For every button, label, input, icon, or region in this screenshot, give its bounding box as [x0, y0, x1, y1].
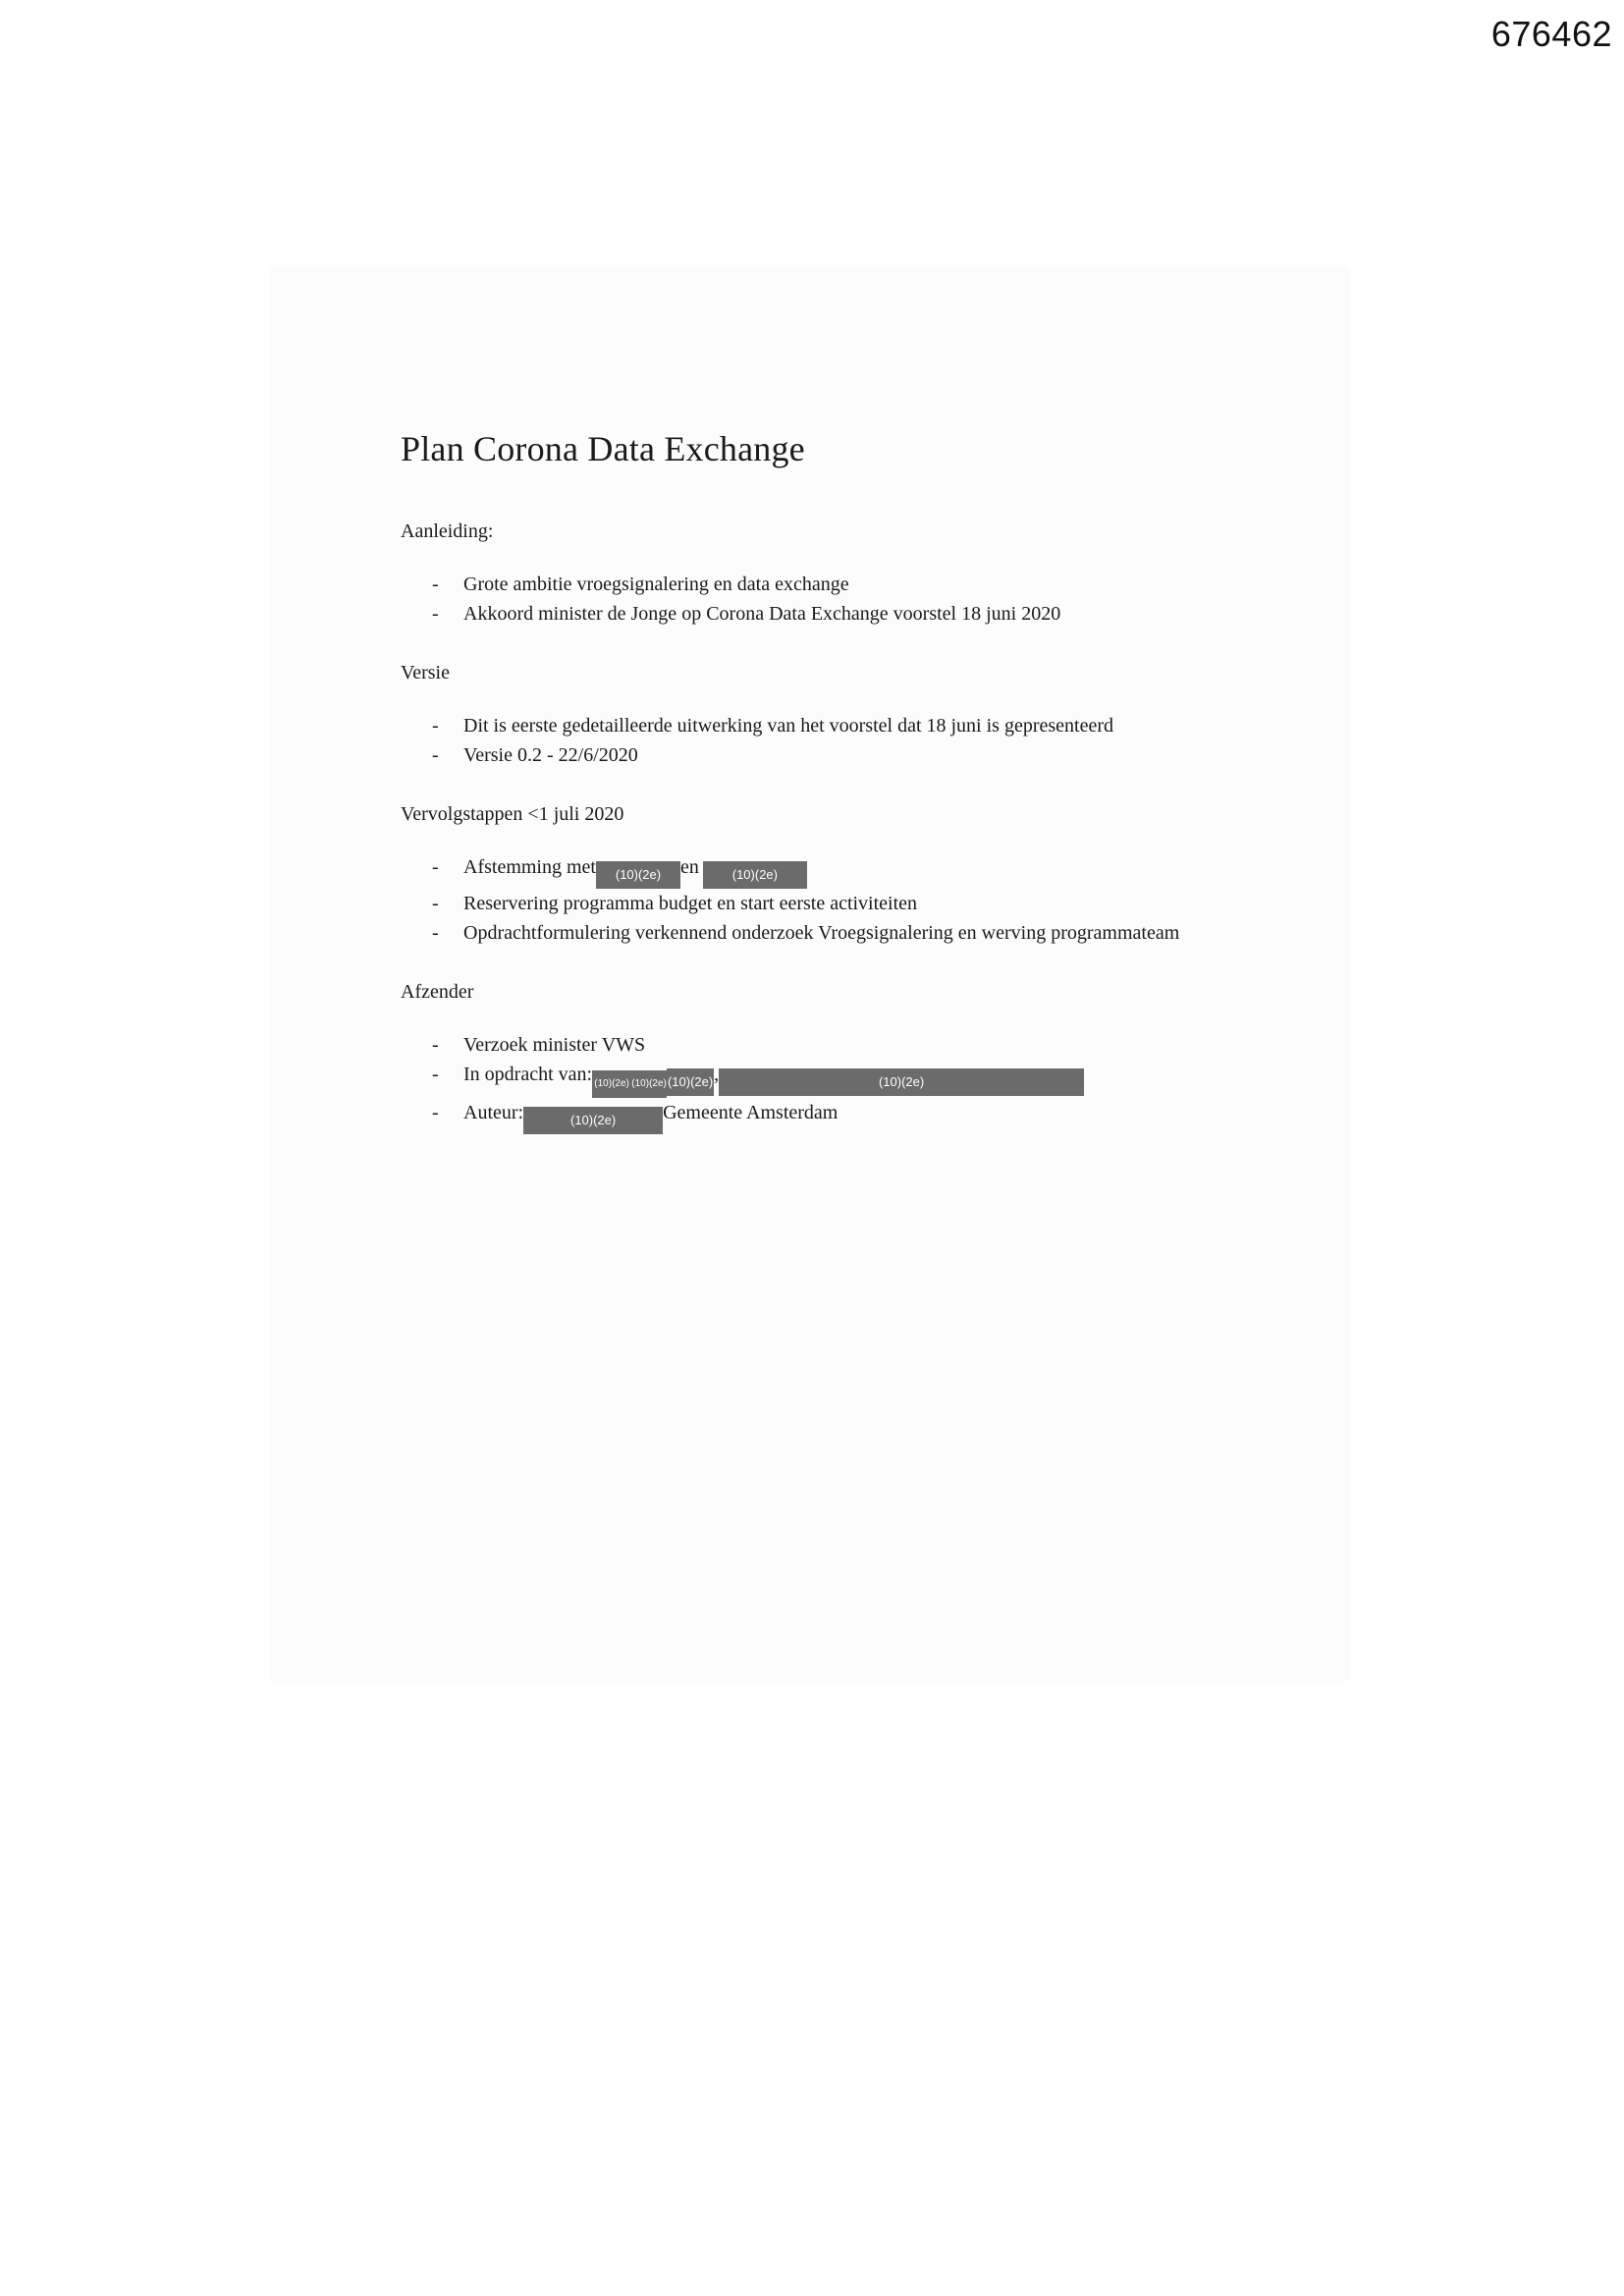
- bullet-list-versie: [401, 711, 1284, 770]
- redaction-box: (10)(2e): [703, 861, 807, 889]
- redaction-box: (10)(2e): [592, 1070, 631, 1098]
- section-heading-afzender: Afzender: [401, 981, 474, 1003]
- section-heading-aanleiding: Aanleiding:: [401, 520, 494, 542]
- list-item-text: Gemeente Amsterdam: [663, 1102, 839, 1123]
- redaction-box: (10)(2e): [631, 1070, 667, 1098]
- list-item-text: Auteur:: [463, 1102, 524, 1123]
- document-number: 676462: [1490, 14, 1612, 54]
- list-item: - Verzoek minister VWS: [401, 1030, 1284, 1060]
- list-item: - Akkoord minister de Jonge op Corona Data Exchange voorstel 18 juni 2020: [401, 599, 1284, 629]
- list-item-text: Afstemming met: [463, 856, 596, 878]
- document-title: Plan Corona Data Exchange: [401, 429, 805, 468]
- redaction-box: (10)(2e): [596, 861, 680, 889]
- list-item-text: en: [679, 856, 699, 878]
- list-item-text: In opdracht van:: [463, 1064, 593, 1085]
- list-item: - Versie 0.2 - 22/6/2020: [401, 740, 1284, 770]
- redaction-box: (10)(2e): [523, 1107, 663, 1134]
- list-item: [401, 1060, 1284, 1098]
- bullet-list-aanleiding: [401, 570, 1284, 629]
- list-item: - Dit is eerste gedetailleerde uitwerking van het voorstel dat 18 juni is gepresenteerd: [401, 711, 1284, 740]
- bullet-list-vervolgstappen: [401, 852, 1284, 948]
- redaction-box: (10)(2e): [719, 1068, 1084, 1096]
- section-heading-versie: Versie: [401, 662, 450, 683]
- list-item: - Opdrachtformulering verkennend onderzoek Vroegsignalering en werving programmateam: [401, 918, 1284, 948]
- bullet-list-afzender: [401, 1030, 1284, 1134]
- list-item-text: ,: [714, 1064, 720, 1085]
- document-body: [401, 428, 1284, 1164]
- redaction-box: (10)(2e): [667, 1068, 714, 1096]
- list-item: [401, 1098, 1284, 1134]
- section-heading-vervolgstappen: Vervolgstappen <1 juli 2020: [401, 803, 624, 825]
- list-item: - Grote ambitie vroegsignalering en data exchange: [401, 570, 1284, 599]
- list-item: - Reservering programma budget en start eerste activiteiten: [401, 889, 1284, 918]
- list-item: [401, 852, 1284, 889]
